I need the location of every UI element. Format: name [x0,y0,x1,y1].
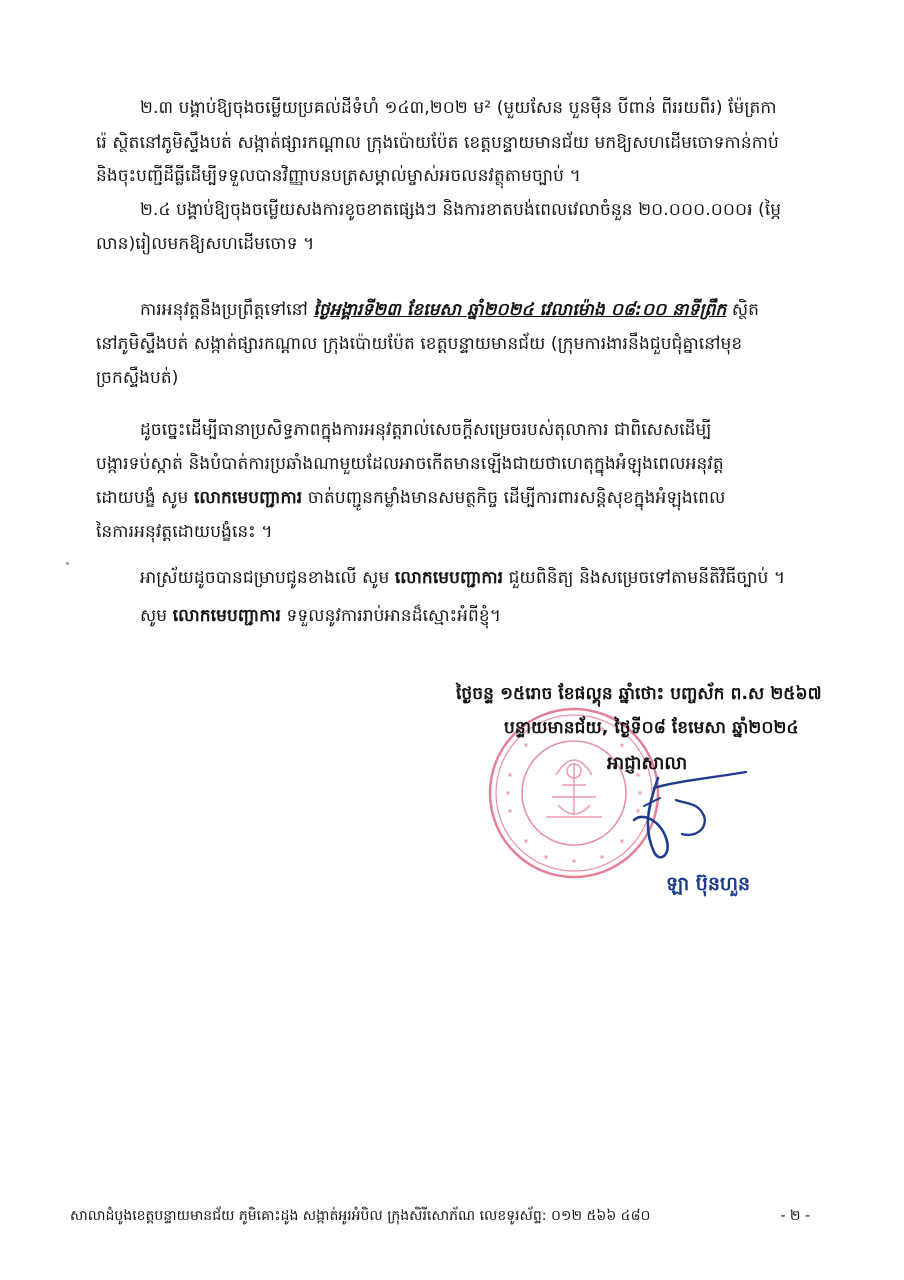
request-text-1: ដូចច្នេះដើម្បីធានាប្រសិទ្ធភាពក្នុងការអនុវត្តរាល់សេចក្ដីសម្រេចរបស់តុលាការ ជាពិសេសដើម្បី [140,420,712,440]
para-2-3-line-1 [140,96,800,120]
signer-title: អាជ្ញាសាលា [607,753,688,774]
para-2-3-text-3: និងចុះបញ្ជីដីធ្លីដើម្បីទទួលបានវិញ្ញាបនបត្រសម្គាល់ម្ចាស់អចលនវត្ថុតាមច្បាប់ ។ [96,166,581,186]
request-text-4: នៃការអនុវត្តដោយបង្ខំនេះ ។ [96,522,273,542]
request-line-3 [96,486,725,510]
para-2-3-text-1: ២.៣ បង្គាប់ឱ្យចុងចម្លើយប្រគល់ដីទំហំ ១៤៣,២០២ ម² (មួយសែន បួនម៉ឺន បីពាន់ ពីររយពីរ) ម៉ែត្រកា [140,98,777,118]
closing-addressee-2: លោកមេបញ្ជាការ [172,606,281,626]
request-line-2 [96,452,724,476]
para-2-3-text-2: រ៉េ ស្ថិតនៅភូមិស្ទឹងបត់ សង្កាត់ផ្សារកណ្ដាល ក្រុងប៉ោយប៉ែត ខេត្តបន្ទាយមានជ័យ មកឱ្យសហដើមចោទកាន់កាប់ [96,133,779,153]
para-2-3-line-2 [96,131,779,155]
lunar-date: ថ្ងៃចន្ទ ១៥រោច ខែផល្គុន ឆ្នាំថោះ បញ្ចស័ក ព.ស ២៥៦៧ [456,684,822,704]
lunar-date-line [456,682,822,706]
closing-text-1a: អាស្រ័យដូចបានជម្រាបជូនខាងលើ សូម [140,568,390,588]
request-text-3c: ចាត់បញ្ជូនកម្លាំងមានសមត្ថកិច្ច ដើម្បីការពារសន្តិសុខក្នុងអំឡុងពេល [307,488,726,508]
request-text-2: បង្ការទប់ស្កាត់ និងបំបាត់ការប្រឆាំងណាមួយដែលអាចកើតមានឡើងជាយថាហេតុក្នុងអំឡុងពេលអនុវត្ត [96,454,724,474]
execution-meeting-point: ច្រកស្ទឹងបត់) [96,368,179,388]
page-footer [70,1206,810,1226]
para-2-4-text-2: លាន)រៀលមកឱ្យសហដើមចោទ ។ [96,234,315,254]
execution-line-3 [96,366,179,390]
place-date: បន្ទាយមានជ័យ, ថ្ងៃទី០៨ ខែមេសា ឆ្នាំ២០២៤ [504,718,799,738]
place-date-line [504,716,799,740]
para-2-4-line-1 [140,198,781,222]
scan-dot [66,562,69,565]
closing-addressee-1: លោកមេបញ្ជាការ [394,568,504,588]
request-line-4 [96,520,273,544]
para-2-4-text-1: ២.៤ បង្គាប់ឱ្យចុងចម្លើយសងការខូចខាតផ្សេងៗ និងការខាតបង់ពេលវេលាចំនួន ២០.០០០.០០០៛ (ម្ភៃ [140,200,782,220]
execution-date-time: ថ្ងៃអង្គារទី២៣ ខែមេសា ឆ្នាំ២០២៤ វេលាម៉ោង ០៨:០០ នាទីព្រឹក [313,300,727,320]
execution-line-1 [140,298,759,322]
execution-text-tail: ស្ថិត [731,300,760,320]
footer-address: សាលាដំបូងខេត្តបន្ទាយមានជ័យ ភូមិគោះដូង សង្កាត់អូរអំបិល ក្រុងសិរីសោភ័ណ លេខទូរស័ព្ទ: ០១២ ៥៦៦ ៤៨០ [70,1208,651,1224]
signer-name: ឡា ប៊ុនហួន [666,873,751,895]
execution-text-lead: ការអនុវត្តនឹងប្រព្រឹត្តទៅនៅ [140,300,308,320]
para-2-3-line-3 [96,164,581,188]
closing-text-2c: ទទួលនូវការរាប់អានដ៏ស្មោះអំពីខ្ញុំ។ [286,606,502,626]
request-line-1 [140,418,711,442]
closing-text-1c: ជួយពិនិត្យ និងសម្រេចទៅតាមនីតិវិធីច្បាប់ ។ [508,568,786,588]
closing-line-1 [140,566,785,590]
execution-line-2 [96,332,742,356]
handwritten-signature [620,768,760,868]
closing-line-2 [140,604,501,628]
request-text-3a: ដោយបង្ខំ សូម [96,488,189,508]
request-addressee: លោកមេបញ្ជាការ [193,488,303,508]
execution-location: នៅភូមិស្ទឹងបត់ សង្កាត់ផ្សារកណ្ដាល ក្រុងប៉ោយប៉ែត ខេត្តបន្ទាយមានជ័យ (ក្រុមការងារនឹងជួបជុំគ្នានៅមុខ [96,334,743,354]
para-2-4-line-2 [96,232,314,256]
page-number: - ២ - [780,1208,810,1224]
closing-text-2a: សូម [140,606,168,626]
